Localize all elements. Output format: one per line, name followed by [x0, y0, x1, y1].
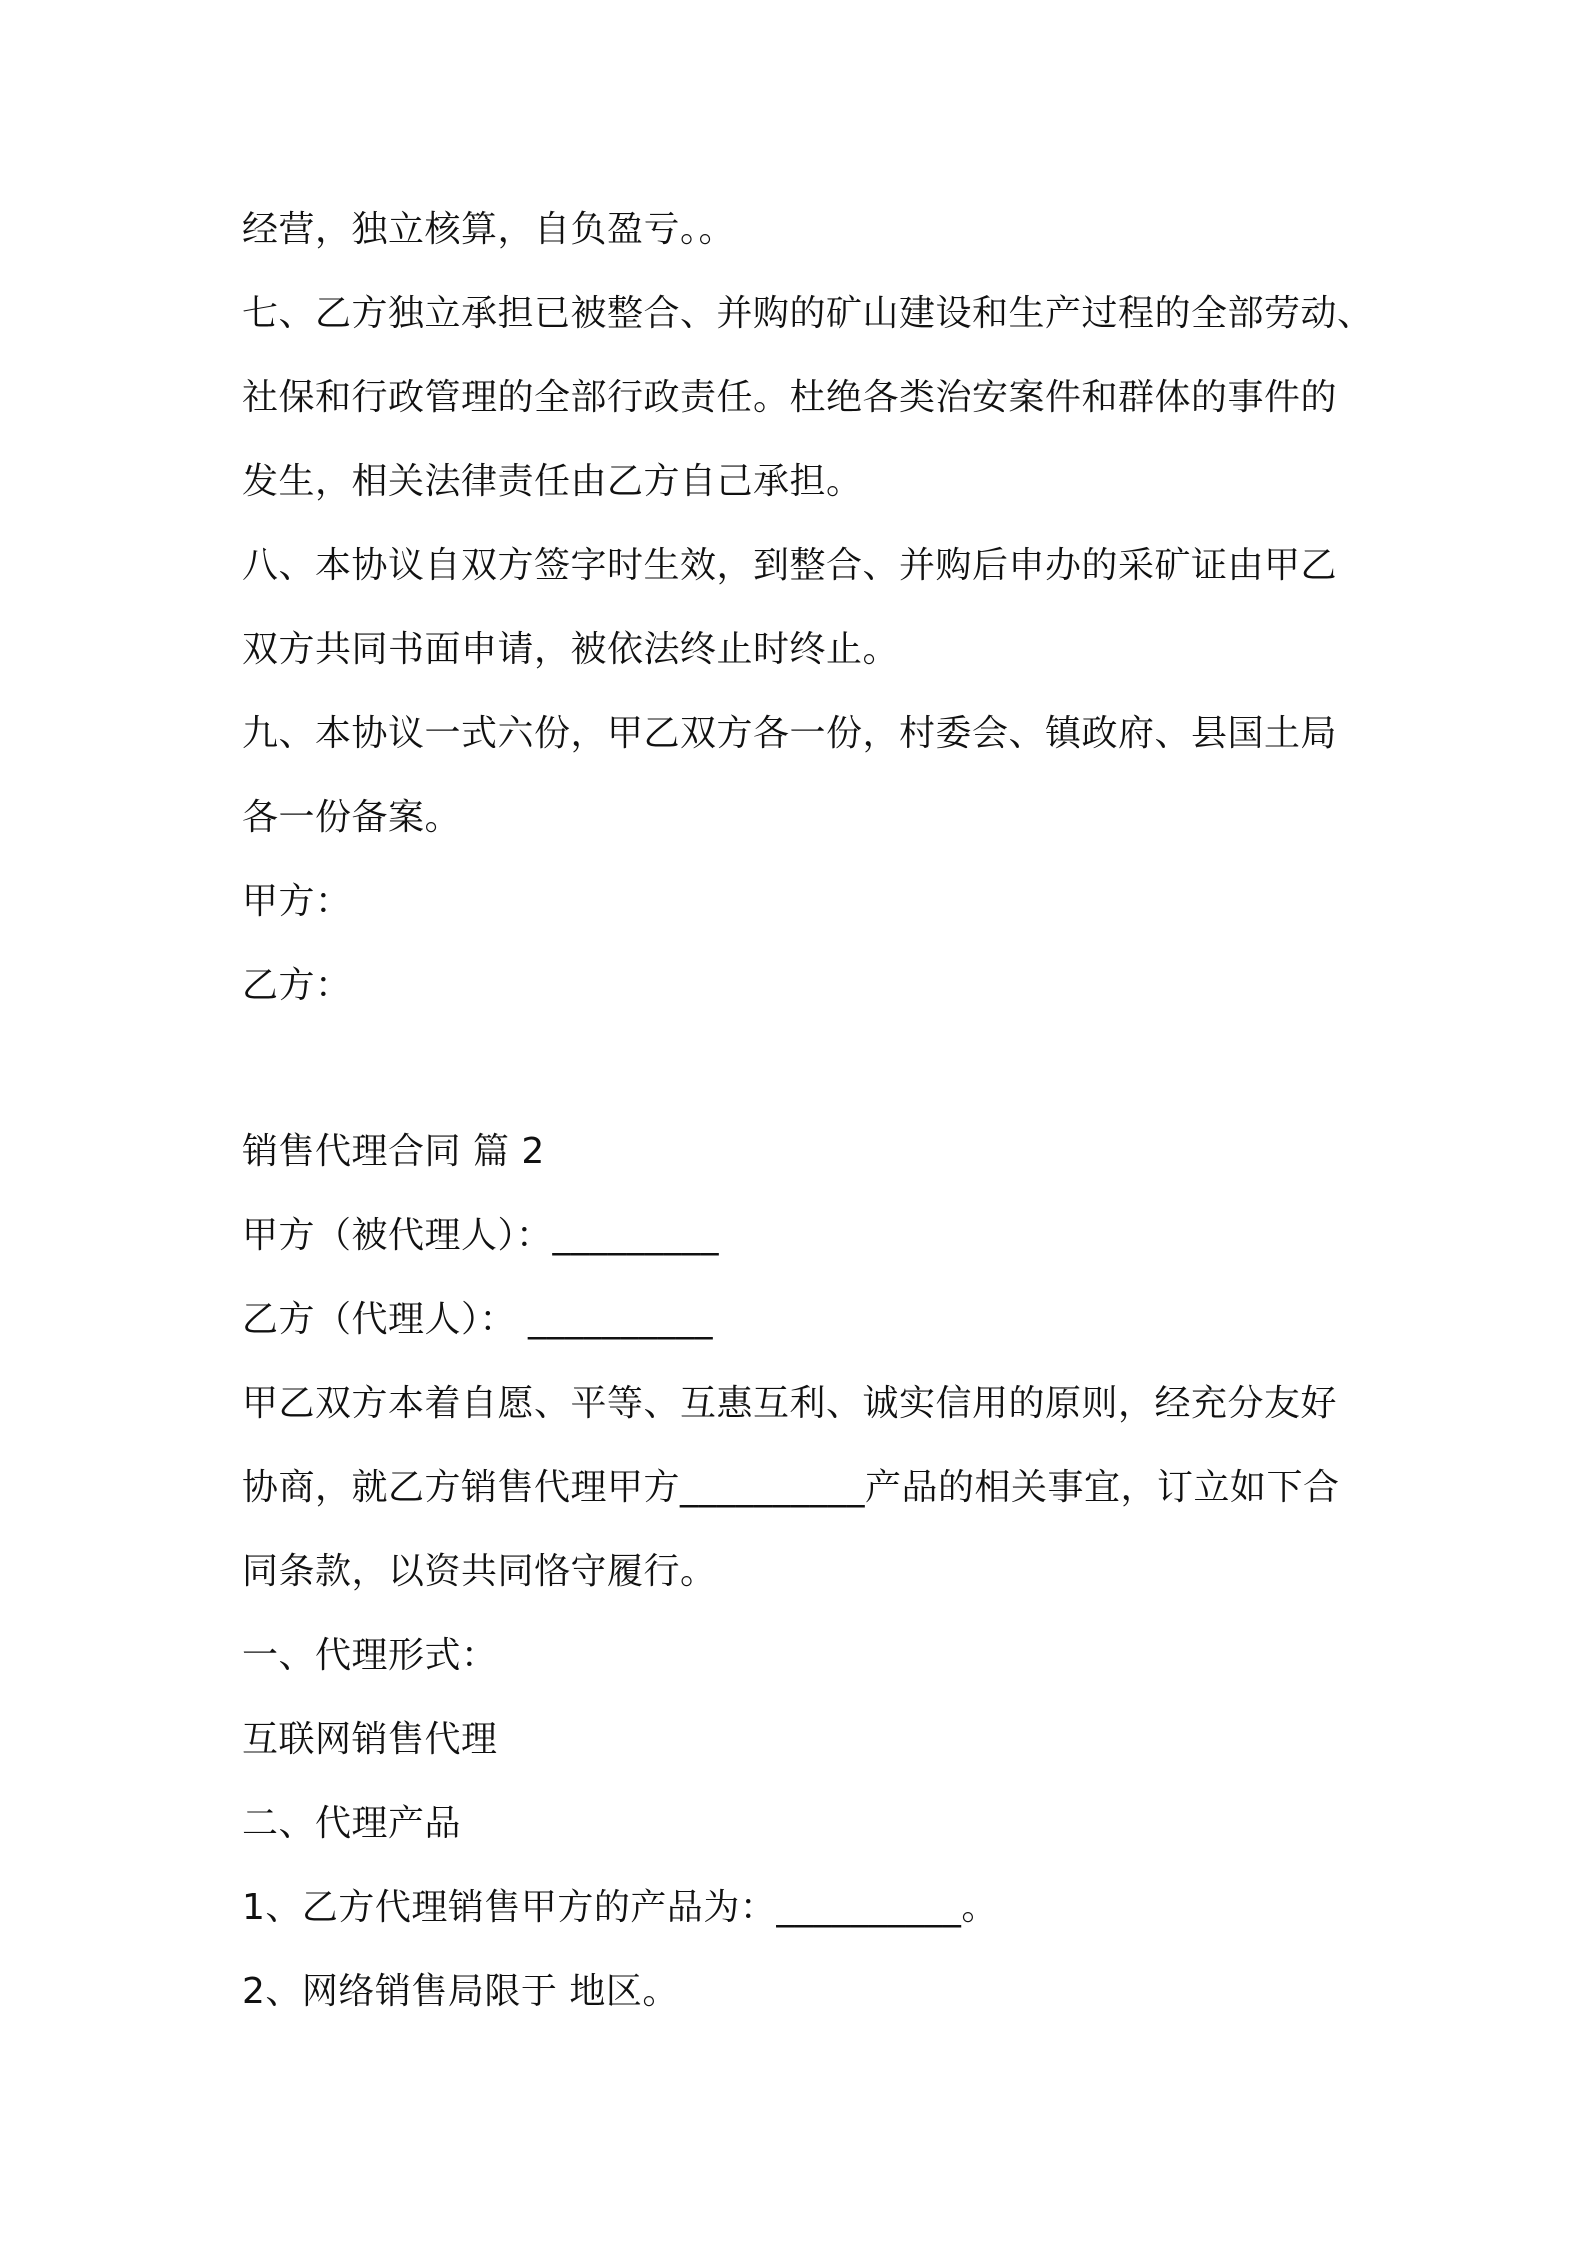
text-line: 甲乙双方本着自愿、平等、互惠互利、诚实信用的原则，经充分友好 — [242, 1383, 1338, 1424]
text-line: 协商，就乙方销售代理甲方__________产品的相关事宜，订立如下合 — [242, 1467, 1340, 1508]
text-line: 八、本协议自双方签字时生效，到整合、并购后申办的采矿证由甲乙 — [242, 545, 1338, 586]
text-line: 经营，独立核算，自负盈亏。。 — [242, 209, 736, 250]
text-line: 1、乙方代理销售甲方的产品为：__________。 — [242, 1887, 998, 1928]
text-line: 双方共同书面申请，被依法终止时终止。 — [242, 629, 900, 670]
text-line: 2、网络销售局限于 地区。 — [242, 1971, 679, 2012]
party-a-field: 甲方（被代理人）：_________ — [242, 1215, 720, 1256]
text-line: 互联网销售代理 — [242, 1719, 498, 1760]
party-b-field: 乙方（代理人）： __________ — [242, 1299, 713, 1340]
text-line: 发生，相关法律责任由乙方自己承担。 — [242, 461, 863, 502]
text-line: 各一份备案。 — [242, 797, 462, 838]
text-line: 九、本协议一式六份，甲乙双方各一份，村委会、镇政府、县国土局 — [242, 713, 1338, 754]
section-title: 销售代理合同 篇 2 — [242, 1131, 545, 1172]
text-line: 社保和行政管理的全部行政责任。杜绝各类治安案件和群体的事件的 — [242, 377, 1338, 418]
party-b-label: 乙方： — [242, 965, 352, 1006]
clause-heading: 二、代理产品 — [242, 1803, 462, 1844]
text-line: 同条款，以资共同恪守履行。 — [242, 1551, 717, 1592]
party-a-label: 甲方： — [242, 881, 352, 922]
text-line: 七、乙方独立承担已被整合、并购的矿山建设和生产过程的全部劳动、 — [242, 293, 1374, 334]
clause-heading: 一、代理形式： — [242, 1635, 498, 1676]
